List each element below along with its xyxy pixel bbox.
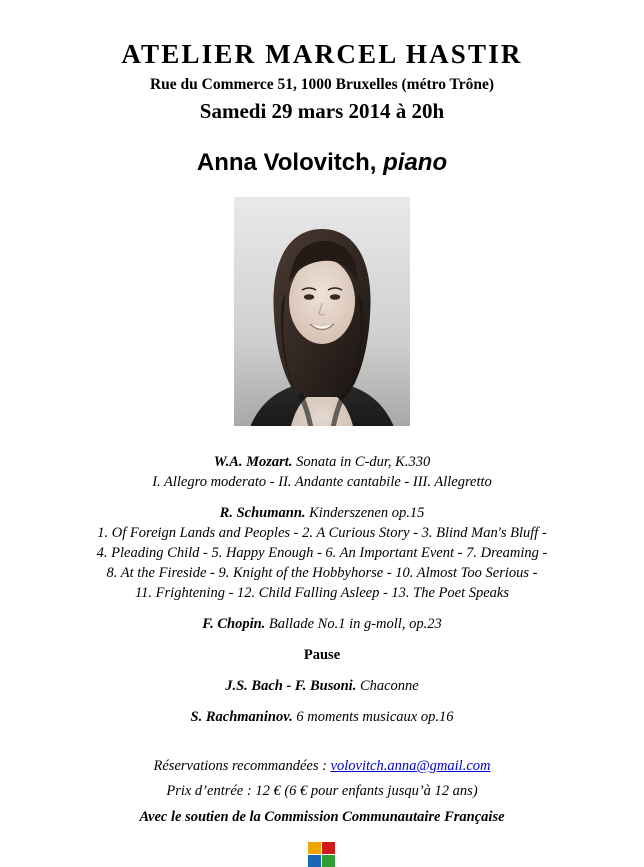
reservation-line bbox=[40, 754, 604, 779]
work-title: Ballade No.1 in g-moll, op.23 bbox=[265, 615, 442, 632]
venue-title: ATELIER MARCEL HASTIR bbox=[121, 39, 523, 69]
support-line: Avec le soutien de la Commission Communautaire Française bbox=[139, 808, 505, 825]
commission-communautaire-francaise-logo-icon bbox=[308, 842, 336, 865]
program-title-line bbox=[40, 452, 604, 472]
movement-line: 8. At the Fireside - 9. Knight of the Hobbyhorse - 10. Almost Too Serious - bbox=[106, 564, 538, 581]
reservation-email-link[interactable]: volovitch.anna@gmail.com bbox=[330, 757, 491, 774]
event-datetime: Samedi 29 mars 2014 à 20h bbox=[199, 98, 445, 123]
work-title: Kinderszenen op.15 bbox=[305, 504, 425, 521]
program-item-schumann bbox=[40, 503, 604, 603]
logo-cell-red bbox=[322, 842, 335, 854]
movement-line: 1. Of Foreign Lands and Peoples - 2. A Curious Story - 3. Blind Man's Bluff - bbox=[97, 524, 547, 541]
program-title-line bbox=[40, 503, 604, 523]
program-title-line bbox=[40, 707, 604, 727]
composer-name: F. Chopin. bbox=[202, 615, 266, 632]
logo-cell-yellow bbox=[308, 842, 321, 854]
program-title-line bbox=[40, 676, 604, 696]
work-title: Chaconne bbox=[356, 677, 419, 694]
portrait-image bbox=[234, 197, 410, 426]
composer-name: W.A. Mozart. bbox=[213, 453, 293, 470]
logo-cell-green bbox=[322, 855, 335, 867]
pause-label: Pause bbox=[303, 646, 341, 663]
venue-address: Rue du Commerce 51, 1000 Bruxelles (métro Trône) bbox=[149, 75, 495, 93]
performer-line bbox=[197, 149, 447, 177]
movement-line: 4. Pleading Child - 5. Happy Enough - 6. An Important Event - 7. Dreaming - bbox=[96, 544, 548, 561]
movement-line: I. Allegro moderato - II. Andante cantabile - III. Allegretto bbox=[152, 473, 492, 490]
reservation-label: Réservations recommandées : bbox=[153, 757, 331, 774]
performer-portrait bbox=[234, 197, 410, 426]
composer-name: R. Schumann. bbox=[219, 504, 306, 521]
program-list bbox=[40, 452, 604, 738]
performer-instrument: piano bbox=[383, 148, 448, 176]
composer-name: S. Rachmaninov. bbox=[190, 708, 293, 725]
program-item-bach-busoni bbox=[40, 676, 604, 696]
composer-name: J.S. Bach - F. Busoni. bbox=[225, 677, 357, 694]
program-item-rachmaninov bbox=[40, 707, 604, 727]
work-title: 6 moments musicaux op.16 bbox=[292, 708, 454, 725]
movement-line: 11. Frightening - 12. Child Falling Asleep - 13. The Poet Speaks bbox=[135, 584, 509, 601]
work-title: Sonata in C-dur, K.330 bbox=[292, 453, 431, 470]
price-line: Prix d’entrée : 12 € (6 € pour enfants jusqu’à 12 ans) bbox=[166, 783, 478, 800]
logo-cell-blue bbox=[308, 855, 321, 867]
program-title-line bbox=[40, 614, 604, 634]
program-item-chopin bbox=[40, 614, 604, 634]
performer-name: Anna Volovitch, bbox=[196, 148, 384, 176]
footer-info bbox=[40, 754, 604, 830]
program-item-mozart bbox=[40, 452, 604, 492]
